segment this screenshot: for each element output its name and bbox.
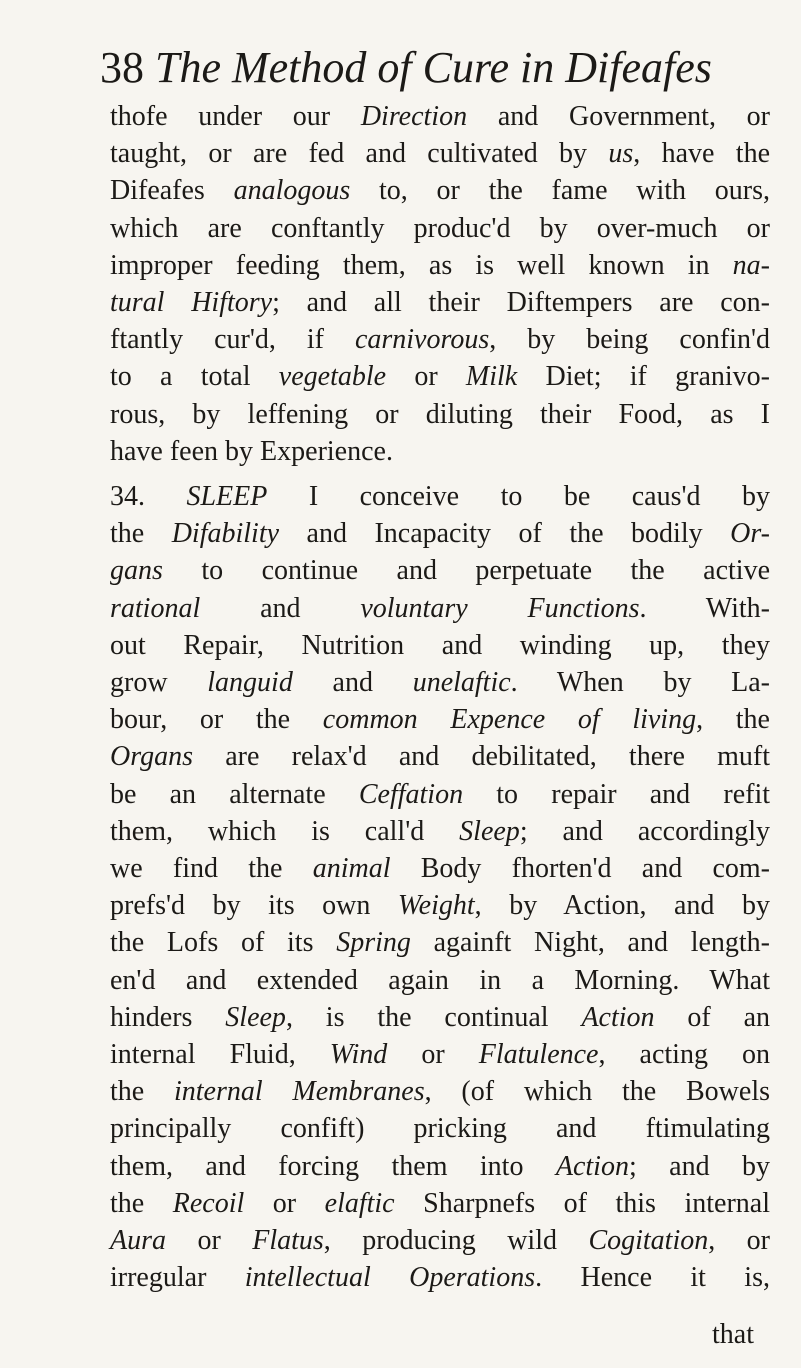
text-run: , by being confin'd	[489, 324, 770, 356]
italic-text: Aura	[110, 1225, 166, 1256]
text-run: them, which is call'd	[110, 815, 460, 847]
text-run: prefs'd by its own	[110, 890, 398, 922]
italic-text: Weight	[397, 890, 475, 922]
text-run: out Repair, Nutrition and winding up, they	[110, 629, 770, 661]
italic-text: Or-	[730, 518, 770, 550]
text-run: to a total	[110, 361, 279, 393]
catchword: that	[712, 1319, 754, 1350]
text-run: the	[110, 1076, 174, 1108]
italic-text: Spring	[336, 927, 411, 959]
text-run: and	[200, 592, 361, 624]
text-run: grow	[110, 667, 208, 698]
text-line	[110, 962, 770, 1000]
italic-text: elaftic	[324, 1187, 395, 1219]
italic-text: Organs	[110, 741, 193, 773]
text-line	[110, 172, 770, 210]
text-run: Sharpnefs of this internal	[394, 1187, 770, 1219]
text-line	[110, 999, 770, 1037]
text-run: the	[110, 1187, 173, 1219]
text-run: ; and accordingly	[519, 815, 770, 847]
text-run: and Incapacity of the bodily	[279, 518, 731, 550]
text-run: , (of which the Bowels	[424, 1076, 770, 1108]
text-run: of an	[654, 1001, 770, 1033]
italic-text: Direction	[360, 101, 468, 132]
text-run: I conceive to be caus'd by	[267, 481, 770, 512]
text-line	[110, 1259, 770, 1297]
text-line	[110, 738, 770, 776]
italic-text: Action	[581, 1001, 655, 1033]
text-run: hinders	[110, 1001, 226, 1033]
italic-text: Action	[555, 1150, 629, 1182]
text-run: , producing wild	[323, 1225, 589, 1256]
text-line	[110, 850, 770, 888]
text-line	[110, 210, 770, 248]
text-line	[110, 776, 770, 814]
text-run: them, and forcing them into	[110, 1150, 556, 1182]
text-run: , acting on	[598, 1039, 770, 1070]
text-run: , is the continual	[285, 1001, 582, 1033]
text-line	[110, 924, 770, 962]
italic-text: Difability	[171, 518, 280, 550]
text-line	[110, 1185, 770, 1223]
text-run: which are conftantly produc'd by over-much or	[110, 212, 770, 244]
text-line	[110, 515, 770, 553]
text-run: or	[386, 361, 466, 393]
text-run	[468, 593, 528, 624]
text-run: , have the	[633, 138, 770, 170]
text-run: bour, or the	[110, 704, 323, 736]
text-run: the Lofs of its	[110, 927, 337, 959]
italic-text: vegetable	[278, 361, 387, 393]
text-line	[110, 98, 770, 136]
text-run: en'd and extended again in a Morning. What	[110, 964, 770, 996]
text-run: or	[244, 1187, 325, 1219]
italic-text: common Expence of living	[322, 704, 697, 736]
text-line	[110, 358, 770, 396]
italic-text: gans	[110, 555, 163, 587]
text-line	[110, 701, 770, 739]
italic-text: Flatus	[252, 1225, 324, 1256]
text-line	[110, 396, 770, 434]
text-run: Body fhorten'd and com-	[390, 853, 770, 884]
text-run: have feen by Experience.	[110, 435, 393, 467]
text-line	[110, 478, 770, 516]
text-run: ; and by	[628, 1150, 770, 1182]
text-run: and Government, or	[467, 101, 770, 132]
text-run: or	[387, 1039, 479, 1070]
text-run: internal Fluid,	[110, 1039, 330, 1070]
italic-text: Cogitation	[588, 1225, 709, 1256]
text-run: and	[292, 667, 413, 698]
text-run: are relax'd and debilitated, there muft	[192, 741, 770, 773]
text-line	[110, 887, 770, 925]
text-run: . Hence it is,	[535, 1262, 770, 1294]
text-run: rous, by leffening or diluting their Food, as I	[110, 398, 770, 430]
text-run: improper feeding them, as is well known in	[110, 249, 733, 281]
italic-text: unelaftic	[412, 667, 511, 698]
text-run: ftantly cur'd, if	[110, 324, 355, 356]
text-line	[110, 1073, 770, 1111]
text-line	[110, 627, 770, 665]
italic-text: Recoil	[172, 1187, 245, 1219]
text-line	[110, 590, 770, 628]
italic-text: animal	[312, 853, 391, 884]
text-run: to, or the fame with ours,	[350, 175, 770, 207]
text-run: thofe under our	[110, 101, 361, 132]
text-run: againft Night, and length-	[410, 927, 770, 959]
text-line	[110, 135, 770, 173]
text-line	[110, 1036, 770, 1074]
text-run: taught, or are fed and cultivated by	[110, 138, 609, 170]
text-run: , by Action, and by	[474, 890, 770, 922]
italic-text: tural Hiftory	[110, 287, 273, 318]
text-line	[110, 1148, 770, 1186]
italic-text: Sleep	[459, 815, 520, 847]
text-run: , the	[696, 704, 770, 736]
text-run: . With-	[639, 592, 770, 624]
text-run: 34.	[110, 481, 187, 512]
italic-text: intellectual Operations	[244, 1262, 536, 1294]
text-run: , or	[708, 1225, 771, 1256]
text-run: to repair and refit	[463, 778, 771, 810]
text-run: the	[110, 518, 172, 550]
text-run: Diet; if granivo-	[517, 361, 770, 393]
text-run: principally confift) pricking and ftimulating	[110, 1113, 770, 1145]
text-line	[110, 1110, 770, 1148]
text-run: to continue and perpetuate the active	[162, 555, 770, 587]
text-line	[110, 247, 770, 285]
italic-text: voluntary	[360, 592, 468, 624]
italic-text: Flatulence	[478, 1039, 599, 1070]
italic-text: internal Membranes	[173, 1076, 425, 1108]
text-run: be an alternate	[110, 778, 359, 810]
text-line	[110, 1222, 770, 1260]
italic-text: Sleep	[225, 1001, 286, 1033]
italic-text: us	[608, 138, 634, 170]
running-header	[100, 38, 780, 98]
italic-text: na-	[732, 249, 770, 281]
text-run: or	[166, 1225, 253, 1256]
text-run: irregular	[110, 1262, 245, 1294]
italic-text: carnivorous	[354, 324, 490, 356]
running-title: The Method of Cure in Difeafes	[155, 43, 712, 92]
text-run: . When by La-	[510, 667, 771, 698]
italic-text: Ceffation	[358, 778, 464, 810]
text-line	[110, 284, 770, 322]
text-run: we find the	[110, 853, 313, 884]
italic-text: Functions	[527, 592, 640, 624]
italic-text: languid	[207, 667, 293, 698]
text-line	[110, 321, 770, 359]
italic-text: SLEEP	[186, 481, 268, 512]
italic-text: rational	[110, 592, 201, 624]
text-line	[110, 433, 770, 471]
text-line	[110, 552, 770, 590]
italic-text: analogous	[233, 175, 351, 207]
italic-text: Milk	[465, 361, 518, 393]
text-run: ; and all their Diftempers are con-	[272, 287, 770, 318]
italic-text: Wind	[329, 1039, 388, 1070]
text-line	[110, 664, 770, 702]
page-number: 38	[100, 43, 144, 92]
text-run: Difeafes	[110, 175, 234, 207]
text-line	[110, 813, 770, 851]
